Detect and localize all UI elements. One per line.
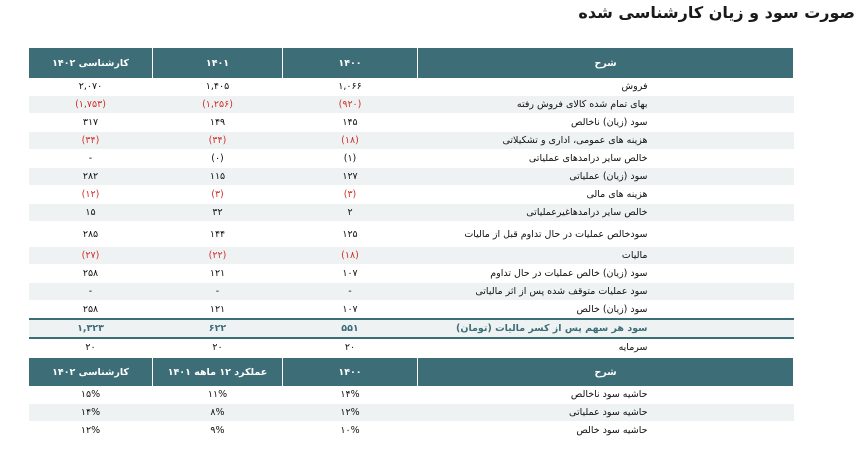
table-row	[29, 132, 794, 150]
row-value-col2: (۳)	[153, 186, 283, 204]
row-value-col3: ۱۵%	[29, 386, 153, 404]
table-row	[29, 386, 794, 404]
row-value-col3: -	[29, 150, 153, 168]
header-1401-12-month: عملکرد ۱۲ ماهه ۱۴۰۱	[153, 358, 283, 386]
row-value-col3: -	[29, 283, 153, 301]
row-value-col3: (۳۴)	[29, 132, 153, 150]
table-row	[29, 204, 794, 222]
table-row	[29, 283, 794, 301]
row-value-col1: (۱۸)	[283, 247, 418, 265]
row-label: حاشیه سود عملیاتی	[418, 404, 794, 422]
row-value-col1: -	[283, 283, 418, 301]
row-value-col3: (۱۲)	[29, 186, 153, 204]
row-label: سود عملیات متوقف شده پس از اثر مالیاتی	[418, 283, 794, 301]
header-description: شرح	[418, 358, 794, 386]
header-1402-estimate: کارشناسی ۱۴۰۲	[29, 48, 153, 78]
row-value-col1: ۲	[283, 204, 418, 222]
row-value-col2: -	[153, 283, 283, 301]
table-row	[29, 422, 794, 440]
table-row	[29, 338, 794, 357]
row-value-col1: (۱۸)	[283, 132, 418, 150]
header-1401: ۱۴۰۱	[153, 48, 283, 78]
row-value-col1: ۲۰	[283, 338, 418, 357]
row-label: خالص سایر درامدهای عملیاتی	[418, 150, 794, 168]
row-label: بهای تمام شده کالای فروش رفته	[418, 96, 794, 114]
row-value-col1: ۱,۰۶۶	[283, 78, 418, 96]
row-value-col3: ۱۲%	[29, 422, 153, 440]
row-value-col2: ۱۴۹	[153, 114, 283, 132]
row-label: سود هر سهم پس از کسر مالیات (تومان)	[418, 319, 794, 338]
row-label: سرمایه	[418, 338, 794, 357]
table-row	[29, 301, 794, 320]
row-label: سود (زیان) عملیاتی	[418, 168, 794, 186]
table-row	[29, 186, 794, 204]
table-row	[29, 96, 794, 114]
table-row	[29, 114, 794, 132]
table-header-row	[29, 48, 794, 78]
row-label: حاشیه سود خالص	[418, 422, 794, 440]
row-value-col2: ۸%	[153, 404, 283, 422]
row-value-col2: (۲۲)	[153, 247, 283, 265]
row-label: سود (زیان) خالص	[418, 301, 794, 320]
row-label: حاشیه سود ناخالص	[418, 386, 794, 404]
table-row	[29, 247, 794, 265]
row-value-col1: (۱)	[283, 150, 418, 168]
row-value-col3: ۱۵	[29, 204, 153, 222]
row-value-col3: ۱۴%	[29, 404, 153, 422]
row-value-col2: ۶۲۲	[153, 319, 283, 338]
row-value-col2: ۱,۴۰۵	[153, 78, 283, 96]
row-value-col1: ۱۲%	[283, 404, 418, 422]
row-value-col2: ۲۰	[153, 338, 283, 357]
row-label: مالیات	[418, 247, 794, 265]
row-label: سود (زیان) خالص عملیات در حال تداوم	[418, 265, 794, 283]
row-label: هزینه های مالی	[418, 186, 794, 204]
row-value-col1: ۱۰۷	[283, 301, 418, 320]
row-value-col2: ۱۲۱	[153, 265, 283, 283]
income-statement-table	[28, 48, 794, 357]
row-value-col2: ۱۱%	[153, 386, 283, 404]
table-row	[29, 78, 794, 96]
row-value-col1: ۱۲۷	[283, 168, 418, 186]
row-value-col3: ۲۵۸	[29, 265, 153, 283]
row-value-col2: (۳۴)	[153, 132, 283, 150]
row-value-col3: ۲۵۸	[29, 301, 153, 320]
row-label: سودخالص عملیات در حال تداوم قبل از مالیات	[418, 222, 794, 247]
row-label: هزینه های عمومی، اداری و تشکیلاتی	[418, 132, 794, 150]
row-value-col2: ۱۴۴	[153, 222, 283, 247]
row-value-col2: (۱,۲۵۶)	[153, 96, 283, 114]
page-title: صورت سود و زیان کارشناسی شده	[578, 3, 855, 22]
row-label: فروش	[418, 78, 794, 96]
row-value-col3: (۱,۷۵۳)	[29, 96, 153, 114]
header-1402-estimate: کارشناسی ۱۴۰۲	[29, 358, 153, 386]
table-row	[29, 319, 794, 338]
row-value-col2: ۳۲	[153, 204, 283, 222]
row-value-col2: ۱۲۱	[153, 301, 283, 320]
row-value-col3: (۲۷)	[29, 247, 153, 265]
row-value-col3: ۲۰	[29, 338, 153, 357]
table-row	[29, 265, 794, 283]
row-value-col2: ۹%	[153, 422, 283, 440]
row-value-col1: (۹۲۰)	[283, 96, 418, 114]
row-value-col1: ۱۰۷	[283, 265, 418, 283]
row-value-col1: ۱۲۵	[283, 222, 418, 247]
table-header-row	[29, 358, 794, 386]
row-value-col1: ۵۵۱	[283, 319, 418, 338]
row-value-col3: ۲۸۵	[29, 222, 153, 247]
row-label: خالص سایر درامدهاغیرعملیاتی	[418, 204, 794, 222]
row-value-col1: (۳)	[283, 186, 418, 204]
table-row	[29, 150, 794, 168]
row-value-col3: ۲,۰۷۰	[29, 78, 153, 96]
row-value-col1: ۱۴%	[283, 386, 418, 404]
table-row	[29, 168, 794, 186]
row-value-col3: ۳۱۷	[29, 114, 153, 132]
row-value-col2: (۰)	[153, 150, 283, 168]
header-1400: ۱۴۰۰	[283, 48, 418, 78]
row-label: سود (زیان) ناخالص	[418, 114, 794, 132]
margins-table	[28, 358, 794, 440]
table-row	[29, 404, 794, 422]
row-value-col1: ۱۴۵	[283, 114, 418, 132]
table-row	[29, 222, 794, 247]
header-description: شرح	[418, 48, 794, 78]
row-value-col3: ۱,۳۲۳	[29, 319, 153, 338]
row-value-col3: ۲۸۲	[29, 168, 153, 186]
row-value-col1: ۱۰%	[283, 422, 418, 440]
header-1400: ۱۴۰۰	[283, 358, 418, 386]
row-value-col2: ۱۱۵	[153, 168, 283, 186]
